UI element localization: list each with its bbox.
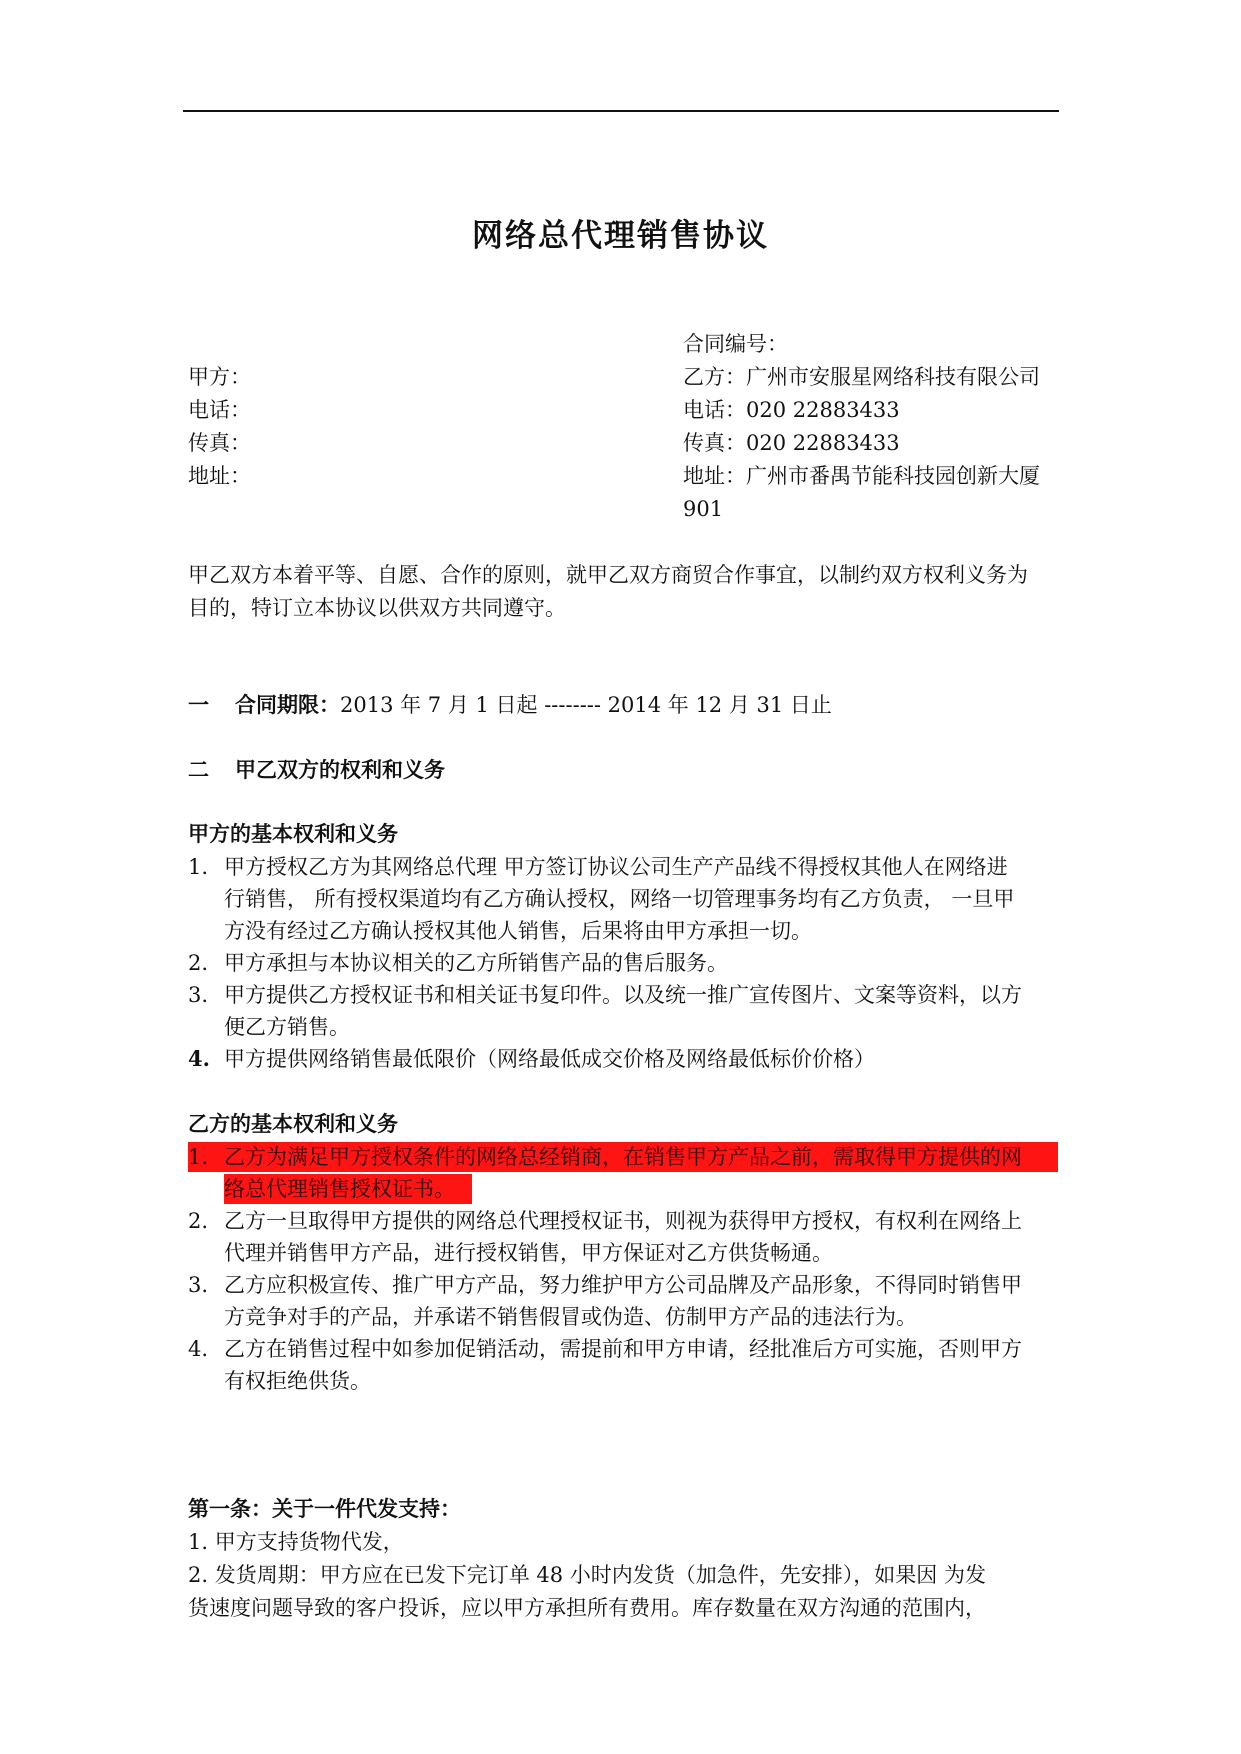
list-line: 便乙方销售。 <box>224 1015 350 1039</box>
party-a-item-2 <box>188 947 728 979</box>
list-number: 1. <box>188 1145 209 1169</box>
section-2-number: 二 <box>188 757 209 782</box>
party-b-phone: 电话：020 22883433 <box>683 398 900 422</box>
party-a-name-label: 甲方： <box>188 365 251 389</box>
list-number: 4. <box>188 1337 209 1361</box>
header-rule <box>183 110 1059 112</box>
list-number: 3. <box>188 983 209 1007</box>
party-b-rights-heading: 乙方的基本权利和义务 <box>188 1111 398 1136</box>
article-1-heading: 第一条：关于一件代发支持： <box>188 1496 461 1521</box>
article-1-item-2-cont: 货速度问题导致的客户投诉，应以甲方承担所有费用。库存数量在双方沟通的范围内， <box>188 1596 986 1620</box>
section-2-heading <box>188 754 445 786</box>
contract-number-label: 合同编号： <box>683 332 788 356</box>
list-number: 2. <box>188 1209 209 1233</box>
party-b-name: 乙方：广州市安服星网络科技有限公司 <box>683 365 1040 389</box>
list-line: 方竞争对手的产品，并承诺不销售假冒或伪造、仿制甲方产品的违法行为。 <box>224 1305 917 1329</box>
list-line: 甲方承担与本协议相关的乙方所销售产品的售后服务。 <box>224 951 728 975</box>
party-b-fax: 传真：020 22883433 <box>683 431 900 455</box>
party-b-item-1-highlighted <box>188 1141 1022 1205</box>
section-2-label: 甲乙双方的权利和义务 <box>235 757 445 782</box>
party-a-item-4 <box>188 1043 875 1075</box>
list-line: 络总代理销售授权证书。 <box>224 1177 455 1201</box>
list-line: 代理并销售甲方产品，进行授权销售，甲方保证对乙方供货畅通。 <box>224 1241 833 1265</box>
party-a-address-label: 地址： <box>188 464 251 488</box>
list-line: 乙方应积极宣传、推广甲方产品，努力维护甲方公司品牌及产品形象，不得同时销售甲 <box>224 1273 1022 1297</box>
party-b-address: 地址：广州市番禺节能科技园创新大厦 <box>683 464 1040 488</box>
section-1-label: 合同期限： <box>235 692 340 717</box>
list-number: 1. <box>188 855 209 879</box>
party-a-phone-label: 电话： <box>188 398 251 422</box>
party-a-item-3 <box>188 979 1022 1043</box>
party-a-rights-heading: 甲方的基本权利和义务 <box>188 821 398 846</box>
party-b-item-2 <box>188 1205 1022 1269</box>
list-line: 乙方为满足甲方授权条件的网络总经销商，在销售甲方产品之前，需取得甲方提供的网 <box>224 1145 1022 1169</box>
list-line: 甲方授权乙方为其网络总代理 甲方签订协议公司生产产品线不得授权其他人在网络进 <box>224 855 1008 879</box>
list-line: 甲方提供网络销售最低限价（网络最低成交价格及网络最低标价价格） <box>224 1047 875 1071</box>
list-number: 4. <box>188 1046 210 1071</box>
party-a-item-1 <box>188 851 1014 947</box>
party-b-item-3 <box>188 1269 1022 1333</box>
list-line: 方没有经过乙方确认授权其他人销售，后果将由甲方承担一切。 <box>224 919 812 943</box>
list-line: 甲方提供乙方授权证书和相关证书复印件。以及统一推广宣传图片、文案等资料，以方 <box>224 983 1022 1007</box>
document-title: 网络总代理销售协议 <box>472 218 769 254</box>
section-1-dates: 2013 年 7 月 1 日起 -------- 2014 年 12 月 31 日止 <box>340 693 832 717</box>
list-line: 乙方在销售过程中如参加促销活动，需提前和甲方申请，经批准后方可实施，否则甲方 <box>224 1337 1022 1361</box>
article-1-item-1: 1. 甲方支持货物代发， <box>188 1530 404 1554</box>
list-line: 乙方一旦取得甲方提供的网络总代理授权证书，则视为获得甲方授权，有权利在网络上 <box>224 1209 1022 1233</box>
intro-line-1: 甲乙双方本着平等、自愿、合作的原则，就甲乙双方商贸合作事宜，以制约双方权利义务为 <box>188 563 1028 587</box>
party-a-fax-label: 传真： <box>188 431 251 455</box>
section-1-number: 一 <box>188 692 209 717</box>
section-1-term <box>188 689 832 721</box>
list-line: 有权拒绝供货。 <box>224 1369 371 1393</box>
list-number: 2. <box>188 951 209 975</box>
list-number: 3. <box>188 1273 209 1297</box>
intro-line-2: 目的，特订立本协议以供双方共同遵守。 <box>188 596 566 620</box>
party-b-item-4 <box>188 1333 1022 1397</box>
article-1-item-2: 2. 发货周期：甲方应在已发下完订单 48 小时内发货（加急件，先安排），如果因 为发 <box>188 1563 986 1587</box>
list-line: 行销售， 所有授权渠道均有乙方确认授权，网络一切管理事务均有乙方负责， 一旦甲 <box>224 887 1015 911</box>
party-b-address-cont: 901 <box>683 497 724 521</box>
